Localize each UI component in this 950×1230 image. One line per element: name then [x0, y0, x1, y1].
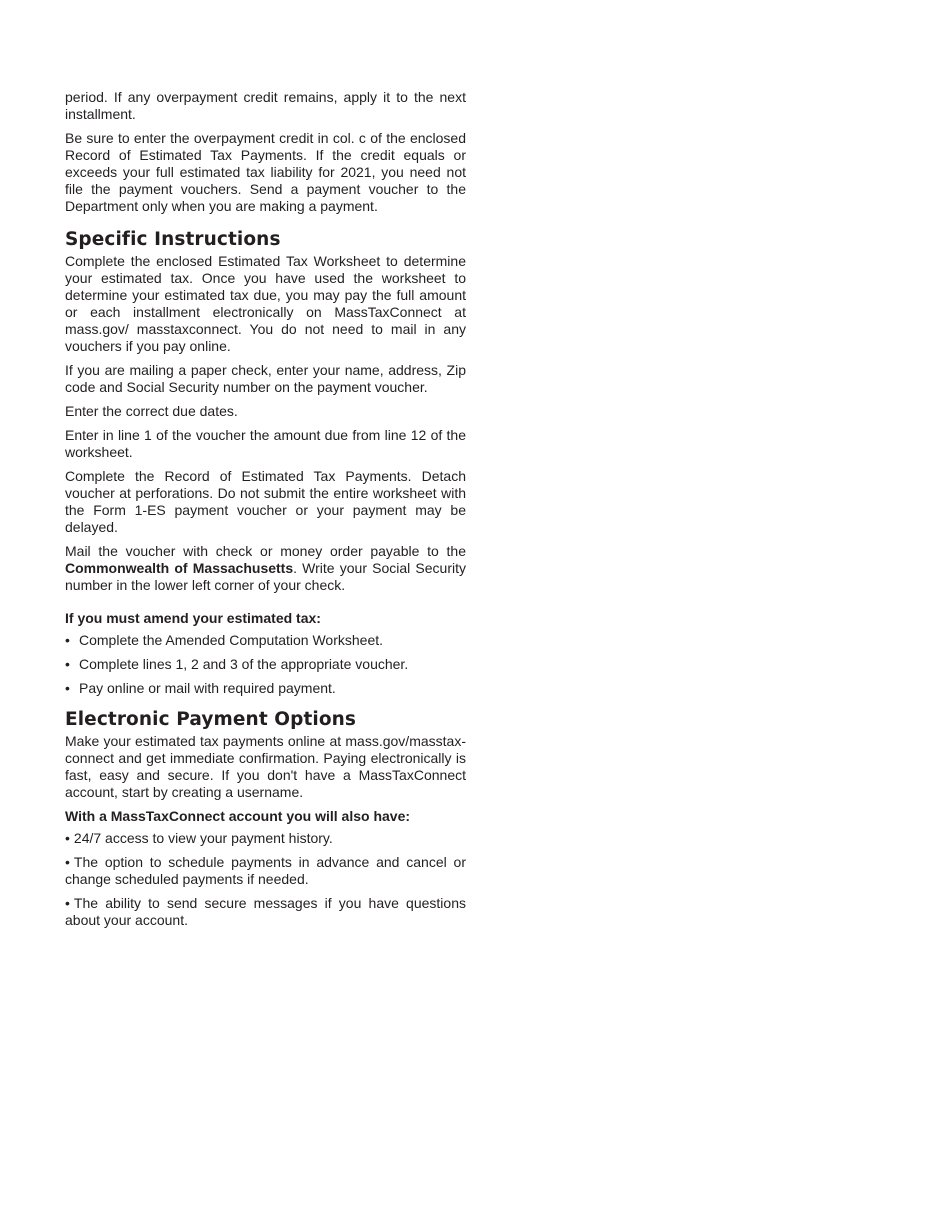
list-item-text: Complete lines 1, 2 and 3 of the appropriate voucher.	[79, 656, 409, 672]
bullet-icon: •	[65, 656, 70, 672]
bullet-icon: •	[65, 680, 70, 696]
amend-heading: If you must amend your estimated tax:	[65, 610, 321, 626]
intro-paragraph-1: period. If any overpayment credit remains, apply it to the next installment.	[65, 89, 466, 122]
list-item	[65, 656, 466, 673]
amend-list	[65, 632, 466, 697]
list-item	[65, 680, 466, 697]
electronic-paragraph-1: Make your estimated tax payments online at mass.gov/masstaxconnect and get immediate confirmation. Paying electronically is fast, easy and secure. If you don't have a MassTaxConnect account, start by creating a username.	[65, 733, 466, 800]
list-item-text: Complete the Amended Computation Worksheet.	[79, 632, 384, 648]
specific-paragraph-2: If you are mailing a paper check, enter your name, address, Zip code and Social Security number on the payment voucher.	[65, 362, 466, 395]
benefit-text: The ability to send secure messages if you have questions about your account.	[65, 895, 466, 928]
ssn-instruction-text: . Write your Social Security number in the lower left corner of your check.	[65, 560, 466, 593]
payee-name: Commonwealth of Massachusetts	[65, 560, 294, 576]
bullet-icon: •	[65, 895, 70, 911]
specific-instructions-heading: Specific Instructions	[65, 229, 281, 250]
specific-paragraph-1: Complete the enclosed Estimated Tax Worksheet to determine your estimated tax. Once you have used the worksheet to determine your estimated tax due, you may pay the full amount or each installment electronically on MassTaxConnect at mass.gov/ masstaxconnect. You do not need to mail in any vouchers if you pay online.	[65, 253, 466, 354]
instructions-column	[65, 89, 466, 936]
mail-instruction-text: Mail the voucher with check or money order payable to the	[65, 543, 466, 559]
specific-paragraph-3: Enter the correct due dates.	[65, 403, 238, 419]
specific-paragraph-5: Complete the Record of Estimated Tax Payments. Detach voucher at perforations. Do not submit the entire worksheet with the Form 1-ES payment voucher or your payment may be delayed.	[65, 468, 466, 535]
specific-paragraph-6	[65, 543, 466, 594]
benefit-item	[65, 830, 466, 847]
intro-paragraph-2: Be sure to enter the overpayment credit in col. c of the enclosed Record of Estimated Tax Payments. If the credit equals or exceeds your full estimated tax liability for 2021, you need not file the payment vouchers. Send a payment voucher to the Department only when you are making a payment.	[65, 130, 466, 214]
specific-paragraph-4: Enter in line 1 of the voucher the amount due from line 12 of the worksheet.	[65, 427, 466, 460]
bullet-icon: •	[65, 632, 70, 648]
benefit-item	[65, 895, 466, 929]
electronic-payment-heading: Electronic Payment Options	[65, 709, 357, 730]
list-item	[65, 632, 466, 649]
bullet-icon: •	[65, 830, 70, 846]
benefit-text: The option to schedule payments in advance and cancel or change scheduled payments if needed.	[65, 854, 466, 887]
benefit-text: 24/7 access to view your payment history.	[73, 830, 333, 846]
bullet-icon: •	[65, 854, 70, 870]
benefit-item	[65, 854, 466, 888]
account-benefits-heading: With a MassTaxConnect account you will also have:	[65, 808, 411, 824]
list-item-text: Pay online or mail with required payment.	[79, 680, 336, 696]
